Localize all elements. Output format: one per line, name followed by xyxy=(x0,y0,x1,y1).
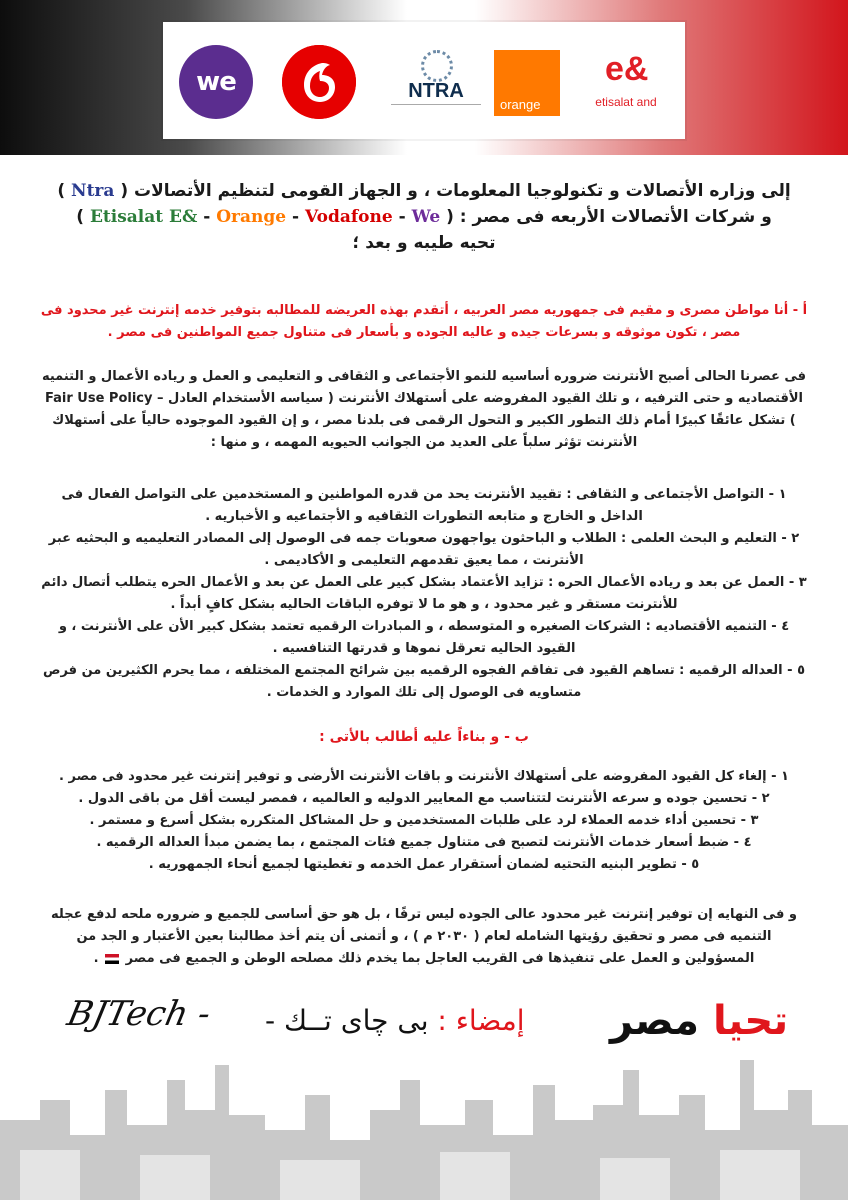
vodafone-name: Vodafone xyxy=(305,207,393,227)
heading-line-1-end: ) xyxy=(57,181,66,201)
slogan-part-2: مصر xyxy=(610,998,700,1044)
ntra-emblem-icon xyxy=(421,50,453,82)
closing-end: . xyxy=(93,951,99,966)
slogan-part-1: تحيا xyxy=(713,998,789,1044)
demands-title: ب - و بناءاً عليه أطالب بالأتى : xyxy=(319,729,529,745)
closing-paragraph xyxy=(40,904,808,970)
egypt-flag-icon xyxy=(105,954,119,964)
petition-heading xyxy=(40,178,808,256)
tahya-masr-slogan xyxy=(610,998,788,1044)
we-name: We xyxy=(411,207,441,227)
signature-label-text: إمضاء : xyxy=(437,1004,525,1037)
etisalat-logo-text: etisalat and xyxy=(595,95,657,109)
handwritten-signature: BJTech - xyxy=(63,994,215,1034)
orange-name: Orange xyxy=(216,207,287,227)
ntra-logo-text: NTRA xyxy=(408,80,464,102)
orange-logo xyxy=(494,50,560,116)
etisalat-name: Etisalat E& xyxy=(89,207,198,227)
city-skyline-illustration xyxy=(0,1040,848,1200)
vodafone-logo xyxy=(282,45,356,119)
dash: - xyxy=(292,207,300,227)
list-item: ٥ - العداله الرقميه : تساهم القيود فى تفاقم الفجوه الرقميه بين شرائح المجتمع المختلفه ، مما يحرم الكثيرين من فرص متساويه فى الوصول إلى تلك الموارد و الخدمات . xyxy=(42,663,806,700)
vodafone-speechmark-icon xyxy=(282,45,356,119)
list-item: ٥ - تطوير البنيه التحتيه لضمان أستقرار عمل الخدمه و تغطيتها لجميع أنحاء الجمهوريه . xyxy=(148,857,700,872)
telecom-logos-panel xyxy=(163,22,685,139)
greeting: تحيه طيبه و بعد ؛ xyxy=(352,233,496,253)
heading-line-2 xyxy=(40,204,808,230)
heading-line-2-end: ) xyxy=(76,207,85,227)
heading-line-2-text: و شركات الأتصالات الأربعه فى مصر : ( xyxy=(446,207,772,227)
demands-list xyxy=(40,766,808,876)
impacts-list xyxy=(40,484,808,704)
heading-line-1 xyxy=(40,178,808,204)
ntra-name: Ntra xyxy=(71,181,115,201)
list-item: ٤ - التنميه الأقتصاديه : الشركات الصغيره و المتوسطه ، و المبادرات الرقميه تعتمد بشكل كبير الأن على الأنترنت ، و القيود الحاليه تعرقل نموها و قدرتها التنافسيه . xyxy=(58,619,790,656)
list-item: ٣ - العمل عن بعد و رياده الأعمال الحره : تزايد الأعتماد بشكل كبير على العمل عن بعد و الأعمال الحره يتطلب أتصال دائم للأنترنت مستقر و غير محدود ، و هو ما لا توفره الباقات الحاليه بشكل كافٍ أبداً . xyxy=(41,575,807,612)
signature-label xyxy=(265,1004,525,1037)
etisalat-mark: e& xyxy=(605,50,649,88)
list-item: ٤ - ضبط أسعار خدمات الأنترنت لتصبح فى متناول جميع فئات المجتمع ، بما يضمن مبدأ العداله الرقميه . xyxy=(96,835,752,850)
list-item: ٣ - تحسين أداء خدمه العملاء لرد على طلبات المستخدمين و حل المشاكل المتكرره بشكل أسرع و مستمر . xyxy=(89,813,759,828)
we-logo-text: we xyxy=(196,67,236,97)
context-paragraph: فى عصرنا الحالى أصبح الأنترنت ضروره أساسيه للنمو الأجتماعى و الثقافى و التعليمى و العمل و رياده الأعمال و التنميه الأقتصاديه و حتى الترفيه ، و تلك القيود المفروضه على أستهلاك الأنترنت ( سياسه الأستخدام العادل – Fair Use Policy ) تشكل عائقًا كبيرًا أمام ذلك التطور الكبير و التحول الرقمى فى بلدنا مصر ، و إن القيود الموجوده حالياً على أستهلاك الأنترنت تؤثر سلباً على العديد من الجوانب الحيويه المهمه ، و منها : xyxy=(41,369,807,450)
ntra-divider xyxy=(391,104,481,117)
closing-text: و فى النهايه إن توفير إنترنت غير محدود عالى الجوده ليس ترفًا ، بل هو حق أساسى للجميع و ضروره ملحه لدفع عجله التنميه فى مصر و تحقيق رؤيتها الشامله لعام ( ٢٠٣٠ م ) ، و أتمنى أن يتم أخذ مطالبنا بعين الأعتبار و الجد من المسؤولين و العمل على تنفيذها فى القريب العاجل بما يخدم ذلك مصلحه الوطن و الجميع فى مصر xyxy=(51,907,797,966)
heading-line-1-text: إلى وزاره الأتصالات و تكنولوجيا المعلومات ، و الجهاز القومى لتنظيم الأتصالات ( xyxy=(120,181,791,201)
ntra-logo xyxy=(391,50,481,120)
intro-paragraph: أ - أنا مواطن مصرى و مقيم فى جمهوريه مصر العربيه ، أتقدم بهذه العريضه للمطالبه بتوفير خدمه إنترنت غير محدود فى مصر ، تكون موثوقه و بسرعات جيده و عاليه الجوده و بأسعار فى متناول جميع المواطنين فى مصر . xyxy=(40,303,808,340)
dash: - xyxy=(203,207,211,227)
etisalat-logo xyxy=(583,50,669,120)
list-item: ١ - إلغاء كل القيود المفروضه على أستهلاك الأنترنت و باقات الأنترنت الأرضى و توفير إنترنت غير محدود فى مصر . xyxy=(59,769,789,784)
we-logo xyxy=(179,45,253,119)
signature-name: بى چاى تــك - xyxy=(265,1004,429,1037)
dash: - xyxy=(398,207,406,227)
list-item: ٢ - التعليم و البحث العلمى : الطلاب و الباحثون يواجهون صعوبات جمه فى الوصول إلى المصادر التعليميه و البحثيه عبر الأنترنت ، مما يعيق تقدمهم التعليمى و الأكاديمى . xyxy=(48,531,800,568)
list-item: ١ - التواصل الأجتماعى و الثقافى : تقييد الأنترنت يحد من قدره المواطنين و المستخدمين على التواصل الفعال فى الداخل و الخارج و متابعه التطورات الثقافيه و الأجتماعيه و الأخباريه . xyxy=(61,487,787,524)
list-item: ٢ - تحسين جوده و سرعه الأنترنت لتتناسب مع المعايير الدوليه و العالميه ، فمصر ليست أقل من باقى الدول . xyxy=(78,791,770,806)
orange-logo-text: orange xyxy=(500,97,541,112)
